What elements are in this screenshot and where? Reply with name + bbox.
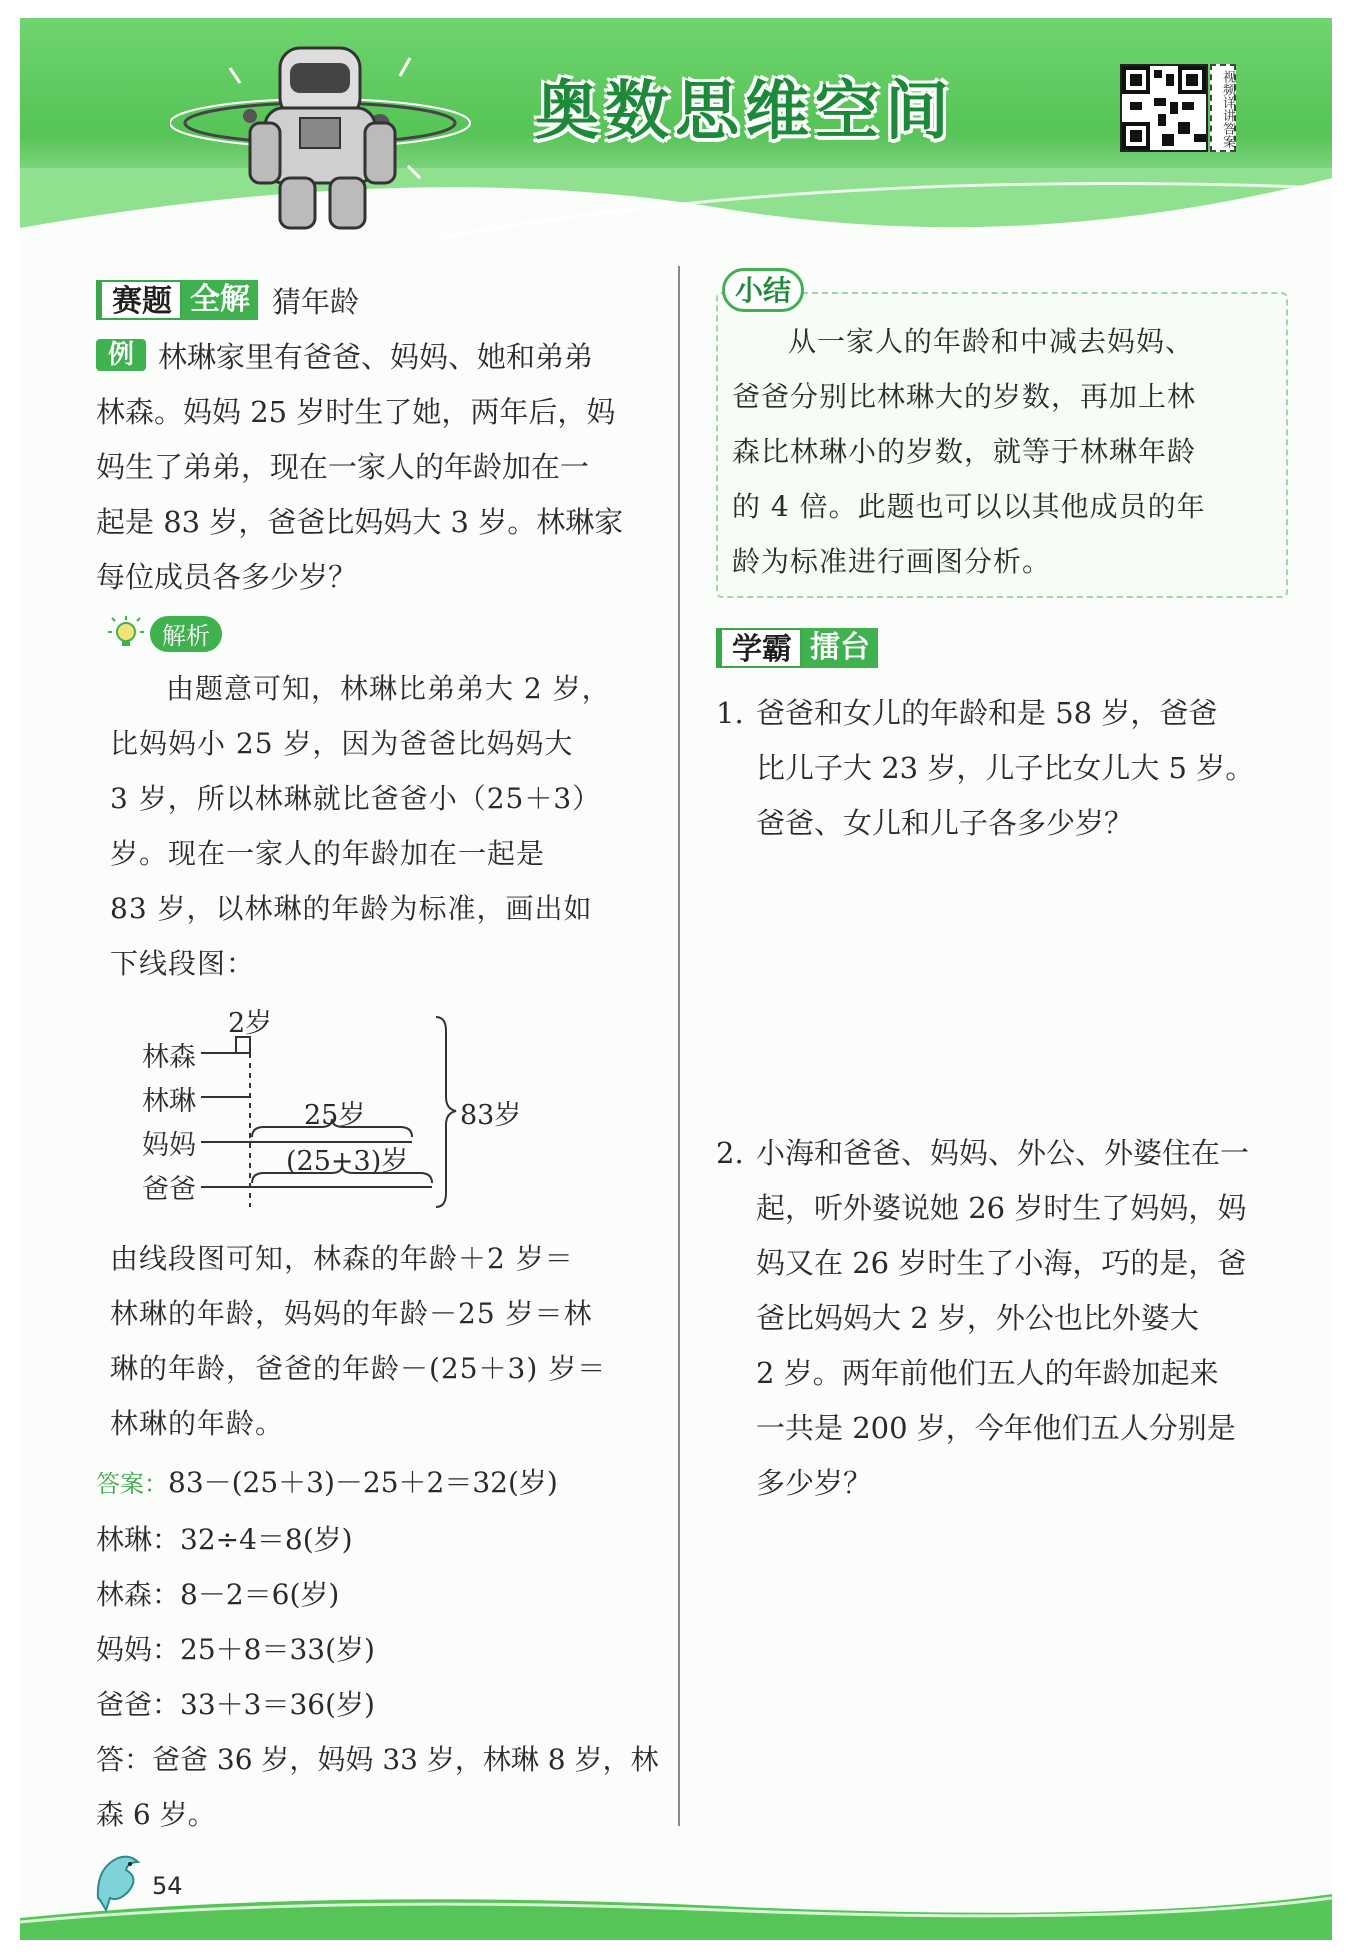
example-problem <box>96 330 672 605</box>
answer-line: 爸爸：33＋3＝36(岁) <box>96 1688 375 1721</box>
qr-code-icon[interactable] <box>1120 64 1208 152</box>
footer-wave-decoration <box>20 1888 1332 1940</box>
conclusion-line: 林琳的年龄。 <box>110 1407 285 1440</box>
column-divider <box>678 266 680 1826</box>
section-tag-primary: 赛题 <box>96 280 182 320</box>
summary-tag: 小结 <box>722 268 804 312</box>
page <box>20 18 1332 1940</box>
qr-caption: 视频详讲答案 <box>1210 64 1236 152</box>
answer-line: 妈妈：25＋8＝33(岁) <box>96 1633 375 1666</box>
summary-line: 森比林琳小的岁数，就等于林琳年龄 <box>732 435 1197 468</box>
problem-number: 1. <box>716 696 744 730</box>
page-number: 54 <box>152 1872 183 1900</box>
dolphin-icon <box>88 1848 148 1914</box>
analysis-line: 83 岁，以林琳的年龄为标准，画出如 <box>110 892 593 925</box>
answer-block <box>96 1455 672 1842</box>
summary-body <box>732 314 1272 589</box>
line-segment-diagram <box>96 997 656 1227</box>
section-tag-primary: 学霸 <box>716 628 802 668</box>
diagram-label-25-plus-3: (25+3)岁 <box>286 1146 409 1177</box>
example-line: 妈生了弟弟，现在一家人的年龄加在一 <box>96 450 590 484</box>
lightbulb-icon <box>106 614 146 654</box>
practice-section-header <box>716 624 1286 672</box>
diagram-label-linlin: 林琳 <box>142 1086 196 1117</box>
analysis-line: 比妈妈小 25 岁，因为爸爸比妈妈大 <box>110 727 574 760</box>
diagram-label-dad: 爸爸 <box>142 1174 196 1205</box>
summary-box <box>716 274 1288 598</box>
section-tag-secondary: 擂台 <box>802 628 878 668</box>
summary-line: 爸爸分别比林琳大的岁数，再加上林 <box>732 380 1197 413</box>
practice-problem-2 <box>716 1126 1286 1511</box>
example-line: 每位成员各多少岁？ <box>96 560 358 594</box>
left-column <box>96 276 672 1842</box>
section-subtitle: 猜年龄 <box>272 284 360 319</box>
summary-line: 的 4 倍。此题也可以以其他成员的年 <box>732 490 1206 523</box>
diagram-label-mom: 妈妈 <box>142 1130 196 1161</box>
diagram-label-25: 25岁 <box>304 1100 366 1131</box>
diagram-label-total: 83岁 <box>460 1100 522 1131</box>
answer-line: 答案：83－(25＋3)－25＋2＝32(岁) <box>96 1466 558 1499</box>
astronaut-icon <box>170 28 500 243</box>
problem-number: 2. <box>716 1136 744 1170</box>
answer-line: 林森：8－2＝6(岁) <box>96 1578 340 1611</box>
summary-line: 龄为标准进行画图分析。 <box>732 545 1052 578</box>
example-badge: 例 <box>96 339 146 371</box>
problem-text: 小海和爸爸、妈妈、外公、外婆住在一 起，听外婆说她 26 岁时生了妈妈，妈 妈又在 26 岁时生了小海，巧的是，爸 爸比妈妈大 2 岁，外公也比外婆大 2 岁。两年前他们五人的年龄加起来 一共是 200 岁，今年他们五人分别是 多少岁？ <box>756 1136 1250 1500</box>
conclusion-line: 琳的年龄，爸爸的年龄－(25＋3) 岁＝ <box>110 1352 607 1385</box>
analysis-line: 下线段图： <box>110 947 256 980</box>
answer-label: 答案： <box>96 1470 168 1498</box>
answer-line: 答：爸爸 36 岁，妈妈 33 岁，林琳 8 岁，林 <box>96 1743 659 1776</box>
practice-problem-1 <box>716 686 1286 851</box>
conclusion-line: 由线段图可知，林森的年龄＋2 岁＝ <box>110 1242 574 1275</box>
example-line: 例 林琳家里有爸爸、妈妈、她和弟弟 <box>96 330 672 385</box>
conclusion-body <box>96 1231 672 1451</box>
section-tag-secondary: 全解 <box>182 280 258 320</box>
answer-line: 林琳：32÷4＝8(岁) <box>96 1523 353 1556</box>
analysis-label: 解析 <box>150 616 222 652</box>
analysis-line: 岁。现在一家人的年龄加在一起是 <box>110 837 546 870</box>
diagram-label-2: 2岁 <box>228 1008 273 1039</box>
example-line: 林森。妈妈 25 岁时生了她，两年后，妈 <box>96 395 616 429</box>
diagram-label-linsen: 林森 <box>142 1042 196 1073</box>
analysis-header <box>106 611 672 657</box>
analysis-line: 由题意可知，林琳比弟弟大 2 岁， <box>166 672 611 705</box>
analysis-body <box>96 661 672 991</box>
summary-line: 从一家人的年龄和中减去妈妈、 <box>788 325 1195 358</box>
page-title: 奥数思维空间 <box>535 75 955 149</box>
answer-line: 森 6 岁。 <box>96 1798 216 1831</box>
conclusion-line: 林琳的年龄，妈妈的年龄－25 岁＝林 <box>110 1297 593 1330</box>
example-line: 起是 83 岁，爸爸比妈妈大 3 岁。林琳家 <box>96 505 624 539</box>
contest-section-header <box>96 276 672 324</box>
analysis-line: 3 岁，所以林琳就比爸爸小（25＋3） <box>110 782 602 815</box>
right-column <box>716 268 1286 1511</box>
problem-text: 爸爸和女儿的年龄和是 58 岁，爸爸 比儿子大 23 岁，儿子比女儿大 5 岁。 爸爸、女儿和儿子各多少岁？ <box>756 696 1255 840</box>
